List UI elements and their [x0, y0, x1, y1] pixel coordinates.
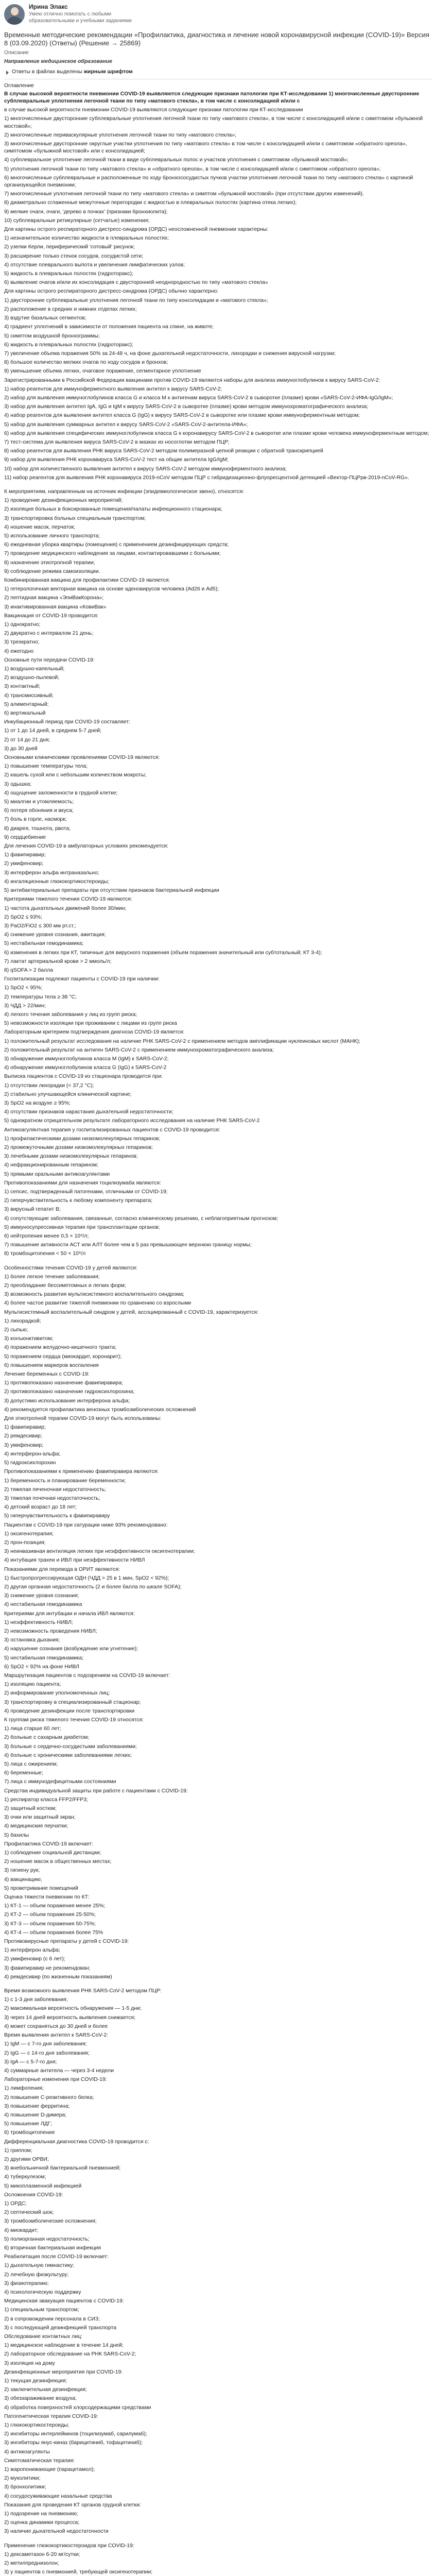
answer-line: 8) набор реагентов для выявления РНК вируса SARS-CoV-2 методом полимеразной цепной реакции с обратной транскрипцией [4, 448, 323, 454]
answer-line: 1) однократно; [4, 622, 41, 628]
answer-line: 4) может сохраняться до 30 дней и более [4, 2023, 108, 2029]
answer-line: Дезинфекционные мероприятия при COVID-19: [4, 2369, 123, 2375]
answers-list [4, 91, 432, 2576]
answer-line: 1) более легкое течение заболевания; [4, 1274, 100, 1280]
answer-line: 1) фавипиравир; [4, 1425, 46, 1431]
answer-line: 1) фавипиравир; [4, 852, 46, 858]
answer-line: 1) частота дыхательных движений более 30/мин; [4, 905, 127, 911]
answer-line: 1) ОРДС; [4, 2200, 27, 2207]
answer-line: 1) многочисленные двусторонние субплевральные уплотнения легочной ткани по типу «матового стекла», в том числе с консолидацией и/или с симптомом «булыжной мостовой»; [4, 116, 423, 129]
answer-line: Для этиотропной терапии COVID-19 могут быть использованы: [4, 1416, 162, 1422]
answer-line: 2) метилпреднизолон; [4, 2561, 59, 2567]
answer-line: 4) сопутствующие заболевания, связанные, согласно клиническому решению, с неблагоприятным прогнозом; [4, 1215, 278, 1222]
answer-line: Профилактика COVID-19 включает: [4, 1841, 93, 1847]
answer-line: 5) повышение ЛДГ; [4, 2121, 53, 2127]
answer-line: 3) тяжелая почечная недостаточность; [4, 1495, 100, 1501]
answer-line: 3) фавипиравир не рекомендован; [4, 1965, 91, 1971]
answer-line: 3) вирусный гепатит B; [4, 1207, 61, 1213]
answer-line: 4) КТ-4 — объем поражения более 75% [4, 1929, 103, 1936]
answer-line: 5) нестабильная гемодинамика; [4, 941, 84, 947]
answer-line: 1) SpO2 < 95%; [4, 985, 43, 991]
answer-line: 6) ежедневная уборка квартиры (помещения) с применением дезинфицирующих средств; [4, 542, 229, 548]
answer-line: Комбинированная вакцина для профилактики COVID-19 является: [4, 577, 170, 583]
answer-line: 6) выявление очагов и/или их консолидация с двусторонней неоднородностью по типу «матового стекла» [4, 280, 268, 286]
answer-line: 6) вторичная бактериальная инфекция [4, 2245, 101, 2251]
answer-line: 1) отсутствии лихорадки (< 37,2 °С); [4, 1082, 94, 1089]
answer-line: 1) специальным транспортом; [4, 2307, 79, 2313]
answer-line: 3) с последующей дезинфекцией транспорта [4, 2325, 117, 2331]
answer-line: 1) глюкокортикостероиды; [4, 2422, 69, 2429]
answer-line: 8) qSOFA > 2 балла [4, 967, 53, 973]
answer-line: 6) тромбоцитопения [4, 2130, 55, 2136]
answer-line: 4) медицинские перчатки; [4, 1823, 68, 1829]
answer-line: Зарегистрированными в Российской Федерации вакцинами против COVID-19 являются наборы для анализа иммуноглобулинов к вирусу SARS-CoV-2: [4, 377, 380, 383]
answer-line: 4) отсутствии признаков нарастания дыхательной недостаточности; [4, 1109, 173, 1115]
answer-line: 1) противопоказано назначение фавипиравира; [4, 1380, 123, 1386]
answer-line: 2) преобладание бессимптомных и легких форм; [4, 1283, 126, 1289]
answer-line: 4) детский возраст до 18 лет; [4, 1504, 77, 1511]
answer-line: 1) гриппом; [4, 2147, 32, 2154]
answer-line: Лабораторные изменения при COVID-19: [4, 2077, 107, 2083]
answer-line: 3) больные с сердечно-сосудистыми заболеваниями; [4, 1743, 137, 1750]
answer-line: 3) расширение только стенок сосудов, сосудистой сети; [4, 253, 144, 259]
answer-line: 2) гиперчувствительность к любому компоненту препарата; [4, 1198, 153, 1204]
answer-line: 1) гетерологичная векторная вакцина на основе аденовирусов человека (Ad26 и Ad5); [4, 586, 219, 592]
answer-line: 5) жидкость в плевральных полостях (гидроторакс); [4, 271, 133, 277]
answer-line: 3) возможность развития мультисистемного воспалительного синдрома; [4, 1292, 185, 1298]
answer-line: Противопоказаниями для назначения тоцилизумаба являются: [4, 1180, 161, 1186]
answer-line: 2) лечебную физкультуру; [4, 2272, 69, 2278]
answer-line: 5) прямыми оральными антикоагулянтами [4, 1171, 110, 1177]
answer-line: 2) умифеновир (с 6 лет); [4, 1956, 65, 1962]
answer-line: 1) проведение дезинфекционных мероприятий; [4, 498, 123, 504]
answer-line: 4) снижение уровня сознания, ажитация; [4, 932, 106, 938]
answer-line: 2) кашель сухой или с небольшим количеством мокроты; [4, 772, 147, 778]
answer-line: 1) лица старше 60 лет; [4, 1726, 61, 1732]
answer-line: 6) вертикальный [4, 710, 46, 717]
answer-line: 3) допустимо использование интерферона альфа; [4, 1398, 130, 1404]
answer-line: 2) другая органная недостаточность (2 и более балла по шкале SOFA); [4, 1584, 182, 1590]
answer-line: 3) ЧДД > 22/мин; [4, 1003, 46, 1009]
answer-line: 2) многочисленные периваскулярные уплотнения легочной ткани по типу «матового стекла»; [4, 132, 236, 138]
answer-line: 4) суммарные антитела — через 3-4 недели [4, 2067, 114, 2074]
answer-line: 3) КТ-3 — объем поражения 50-75%; [4, 1921, 96, 1927]
answer-line: Оценка тяжести пневмонии по КТ: [4, 1894, 90, 1901]
answer-line: 6) беременные; [4, 1770, 43, 1776]
answer-line: 1) профилактическими дозами низкомолекулярных гепаринов; [4, 1136, 161, 1142]
answer-line: 5) гиперчувствительность к фавипиравиру [4, 1513, 110, 1519]
answer-line: 1) положительный результат исследования на наличие РНК SARS-CoV-2 с применением методов амплификации нуклеиновых кислот (МАНК); [4, 1038, 360, 1044]
answer-line: 5) уплотнения легочной ткани по типу «матового стекла» и «обратного ореола», в том числе с консолидацией и/или с симптомом «обратного ореола»; [4, 166, 381, 172]
answer-line: 9) соблюдение режима самоизоляции. [4, 568, 100, 574]
answer-line: 1) IgM — с 7-го дня заболевания; [4, 2041, 87, 2047]
answer-line: 7) увеличение объема поражения 50% за 24-48 ч, на фоне дыхательной недостаточности, лихорадки и снижения вирусной нагрузки; [4, 350, 336, 357]
answer-line: 2) прон-позиция; [4, 1539, 46, 1546]
answer-line: 2) набор для выявления иммуноглобулинов класса G и класса M к антигенам вируса SARS-CoV-2 в сыворотке (плазме) крови «SARS-CoV-2-ИФА-IgG/IgM»; [4, 395, 393, 401]
answer-line: 8) большое количество мелких очагов по ходу сосудов и бронхов; [4, 360, 168, 366]
answer-line: Пациентам с COVID-19 при сатурации ниже 93% рекомендовано: [4, 1522, 168, 1528]
subject-label: Направление медицинское образование [4, 59, 112, 65]
answer-line: 3) изоляция на дому [4, 2360, 55, 2366]
answer-line: К мероприятиям, направленным на источник инфекции (эпидемиологическое звено), относятся: [4, 488, 245, 495]
answer-line: 2) информирование уполномоченных лиц; [4, 1690, 110, 1697]
answer-line: 4) нефракционированным гепарином; [4, 1162, 98, 1168]
answer-line: 3) транспортировку в специализированный стационар; [4, 1699, 141, 1705]
answer-line: 5) невозможности изоляции при проживании с лицами из групп риска [4, 1021, 177, 1027]
answer-line: 3) одышка; [4, 781, 31, 787]
answer-line: Патогенетическая терапия COVID-19: [4, 2413, 98, 2419]
paragraph-spacer [4, 1260, 432, 1265]
answer-line: Противопоказаниями к применению фавипиравира являются: [4, 1469, 159, 1475]
answer-line: Выписка пациентов с COVID-19 из стационара проводится при: [4, 1074, 163, 1080]
answer-line: 2) промежуточными дозами низкомолекулярных гепаринов; [4, 1144, 153, 1150]
answer-line: 4) психологическую поддержку [4, 2289, 81, 2295]
answer-line: 2) пептидная вакцина «ЭпиВакКорона»; [4, 595, 104, 601]
answer-line: 2) расположение в средних и нижних отделах легких; [4, 306, 137, 312]
author-name[interactable]: Ирина Элакс [29, 3, 68, 10]
description-label: Описание [4, 50, 29, 56]
answer-line: 3) снижение уровня сознания; [4, 1593, 79, 1599]
answer-line: 2) узелки Керли, периферический 'сотовый' рисунок; [4, 244, 135, 250]
answer-line: 3) неинвазивная вентиляция легких при неэффективности оксигенотерапии; [4, 1549, 195, 1555]
answer-line: К группам риска тяжелого течения COVID-19 относятся: [4, 1717, 144, 1723]
answer-line: 9) сердцебиение [4, 834, 46, 840]
answer-line: 2) сыпью; [4, 1327, 28, 1333]
answer-line: 3) тромбоэмболические осложнения; [4, 2218, 97, 2225]
paragraph-spacer [4, 483, 432, 488]
answer-line: 4) ощущение заложенности в грудной клетке; [4, 790, 118, 796]
answer-line: Лечение беременных с COVID-19: [4, 1371, 90, 1378]
answer-line: 4) интубация трахеи и ИВЛ при неэффективности НИВЛ [4, 1557, 145, 1564]
answer-line: Госпитализации подлежат пациенты с COVID-19 при наличии: [4, 976, 160, 982]
answer-line: 1) набор реагентов для иммуноферментного выявления антител к вирусу SARS-CoV-2; [4, 386, 222, 392]
answer-line: 7) лактат артериальной крови > 2 ммоль/л; [4, 958, 112, 964]
answer-line: 2) воздушно-пылевой; [4, 675, 60, 681]
answer-line: 2) от 14 до 21 дня; [4, 737, 50, 743]
answer-line: 1) сепсис, подтвержденный патогенами, отличными от COVID-19; [4, 1189, 168, 1195]
toc-label: Оглавление [4, 82, 34, 89]
files-link-bold: жирным шрифтом [83, 69, 133, 75]
answer-line: 7) боль в горле, насморк; [4, 817, 67, 823]
answer-line: 4) субплевральное уплотнение легочной ткани в виде субплевральных полос и участков уплотнения с симптомом «булыжной мостовой»; [4, 157, 348, 163]
answer-line: 1) оксигенотерапия; [4, 1531, 54, 1537]
answer-line: 2) умифеновир; [4, 861, 43, 867]
answer-line: 1) повышение температуры тела; [4, 764, 88, 770]
answer-line: 5) использование личного транспорта; [4, 533, 100, 539]
answer-line: 1) интерферон альфа; [4, 1947, 60, 1954]
answer-line: Основные пути передачи COVID-19: [4, 657, 95, 663]
answer-line: 7) проведение медицинского наблюдения за лицами, контактировавшими с больными; [4, 551, 221, 557]
answer-line: 3) интерферон альфа интраназально; [4, 870, 99, 876]
answer-line: 5) набор для выявления суммарных антител к вирусу SARS-CoV-2 «SARS-CoV-2-антитела-ИФА»; [4, 421, 248, 428]
answer-line: 4) ношение масок, перчаток; [4, 524, 76, 530]
answer-line: В случае высокой вероятности пневмонии COVID-19 выявляются следующие признаки патологии при КТ-исследовании 1) многочисленные двусторонние субплевральные уплотнения легочной ткани по типу «матового стекла», в том числе с консолидацией и/или с [4, 91, 420, 105]
answer-line: 1) подозрение на пневмонию; [4, 2511, 78, 2517]
paragraph-spacer [4, 2537, 432, 2543]
answer-line: 3) ингибиторы янус-киназ (барицитиниб, тофацитиниб); [4, 2440, 143, 2446]
answer-line: 11) набор реагентов для выявления РНК коронавируса 2019-nCoV методом ПЦР с гибридизационно-флуоресцентной детекцией «Вектор-ПЦРрв-2019-nCoV-RG». [4, 474, 409, 481]
answer-line: 4) проведение дезинфекции после транспортировки [4, 1708, 135, 1714]
answer-line: 1) воздушно-капельный; [4, 666, 65, 672]
answer-line: Время возможного выявления РНК SARS-CoV-2 методом ПЦР: [4, 1988, 162, 1994]
answer-line: 1) соблюдение социальной дистанции; [4, 1850, 101, 1856]
answer-line: 1) дыхательную гимнастику; [4, 2263, 75, 2269]
answer-line: 2) ингибиторы интерлейкинов (тоцилизумаб, сарилумаб); [4, 2431, 147, 2437]
answer-line: 5) миалгии и утомляемость; [4, 799, 74, 805]
answer-line: 1) текущая дезинфекция; [4, 2378, 67, 2384]
answer-line: 10) субплевральные ретикулярные (сетчатые) изменения; [4, 217, 150, 224]
answer-line: 2) защитный костюм; [4, 1806, 57, 1812]
answer-line: 2) стабильно улучшающейся клинической картине; [4, 1091, 132, 1097]
answer-line: 1) дексаметазон 6-20 мг/сутки; [4, 2551, 80, 2557]
answer-line: 2) ношение масок в общественных местах; [4, 1859, 112, 1865]
answer-line: 2) повышение С-реактивного белка; [4, 2094, 94, 2100]
files-link[interactable] [6, 69, 432, 76]
answer-line: 5) проветривание помещений [4, 1885, 78, 1891]
answer-line: 5) микоплазменной инфекцией [4, 2183, 82, 2189]
answer-line: 4) нестабильная гемодинамика [4, 1602, 82, 1608]
answer-line: 4) поражением желудочно-кишечного тракта; [4, 1345, 117, 1351]
answer-line: Инкубационный период при COVID-19 составляет: [4, 719, 130, 725]
answer-line: 3) контактный; [4, 684, 41, 690]
answer-line: 3) PaO2/FiO2 ≤ 300 мм рт.ст.; [4, 923, 76, 929]
answer-line: Вакцинация от COVID-19 проводится: [4, 613, 99, 619]
answer-line: 3) вздутие базальных сегментов; [4, 315, 86, 321]
answer-line: Время выявления антител к SARS-CoV-2: [4, 2032, 108, 2039]
answer-line: 5) симптом воздушной бронхограммы; [4, 333, 100, 339]
answer-line: 3) SpO2 на воздухе ≥ 95%; [4, 1100, 71, 1106]
files-link-text[interactable] [12, 69, 133, 76]
document-body [0, 31, 436, 2576]
answer-line: Для картины острого респираторного дистресс-синдрома (ОРДС) обычно характерно: [4, 289, 219, 295]
answer-line: 1) лихорадкой; [4, 1318, 41, 1324]
answer-line: Показания для проведения КТ органов грудной клетки: [4, 2502, 141, 2508]
answer-line: 4) ежегодно [4, 648, 34, 654]
answer-line: 4) градиент уплотнений в зависимости от положения пациента на спине, на животе; [4, 324, 214, 330]
answer-line: 2) тяжелая печеночная недостаточность; [4, 1486, 107, 1493]
answer-line: 3) физиотерапию; [4, 2280, 49, 2286]
answer-line: 7) тест-система для выявления вируса SARS-CoV-2 в мазках из носоглотки методом ПЦР; [4, 439, 230, 445]
author-header [0, 0, 436, 30]
answer-line: 4) сосудосуживающие назальные средства [4, 2493, 112, 2499]
answer-line: 8) тромбоцитопения < 50 × 10⁹/л [4, 1251, 86, 1257]
answer-line: 6) изменения в легких при КТ, типичные для вирусного поражения (объем поражения значительный или субтотальный; КТ 3-4); [4, 950, 322, 956]
answer-line: 3) бронхолитики; [4, 2484, 46, 2490]
answer-line: 4) обработка поверхностей хлорсодержащими средствами [4, 2404, 151, 2411]
answer-line: 7) многочисленные уплотнения легочной ткани по типу «матового стекла» и симптом «булыжной мостовой» (при отсутствии других изменений). [4, 191, 364, 197]
answer-line: 3) многочисленные двусторонние округлые участки уплотнения по типу «матового стекла» в том числе с консолидацией и/или с симптомом «обратного ореола», симптомом «булыжной мостовой» или с консолидацией; [4, 141, 407, 155]
answer-line: 4) отсутствие плеврального выпота и увеличения лимфатических узлов; [4, 262, 185, 268]
answer-line: 1) быстропрогрессирующая ОДН (ЧДД > 25 в 1 мин, SpO2 < 92%); [4, 1575, 169, 1581]
paragraph-spacer [4, 1982, 432, 1988]
answer-line: 3) гигиену рук; [4, 1868, 40, 1874]
answer-line: Лабораторным критерием подтверждения диагноза COVID-19 является: [4, 1029, 185, 1036]
answer-line: 3) умифеновир; [4, 1442, 43, 1448]
answer-line: 6) повышением маркеров воспаления [4, 1362, 99, 1368]
answer-line: 2) SpO2 ≤ 93%; [4, 914, 42, 920]
answer-line: 2) другими ОРВИ; [4, 2156, 49, 2162]
answer-line: Критериями для интубации и начала ИВЛ являются: [4, 1611, 135, 1617]
answer-line: 4) легкого течения заболевания у лиц из групп риска; [4, 1011, 137, 1018]
answer-line: 10) набор для количественного выявления антител к вирусу SARS-CoV-2 методом иммуноферментного анализа; [4, 466, 287, 472]
answer-line: 1) неэффективность НИВЛ; [4, 1619, 73, 1625]
answer-line: 1) лимфопения; [4, 2086, 44, 2092]
answer-line: 3) через 14 дней вероятность выявления снижается; [4, 2014, 135, 2021]
answer-line: 5) алиментарный; [4, 701, 49, 707]
answer-line: 3) IgA — с 5-7-го дня; [4, 2059, 57, 2065]
answer-line: 6) SpO2 < 92% на фоне НИВЛ [4, 1664, 79, 1670]
answer-line: 1) двусторонние субплевральные уплотнения легочной ткани по типу консолидации и «матового стекла»; [4, 297, 268, 303]
answer-line: 8) назначение этиотропной терапии; [4, 560, 95, 566]
answer-line: в случае высокой вероятности пневмонии COVID-19 выявляются следующие признаки патологии при КТ-исследовании [4, 107, 303, 113]
answer-line: 2) КТ-2 — объем поражения 25-50%; [4, 1912, 96, 1918]
answer-line: 3) инактивированная вакцина «КовиВак» [4, 604, 107, 610]
answer-line: 4) более частое развитие тяжелой пневмонии по сравнению со взрослыми [4, 1300, 191, 1307]
answer-line: 1) с 1-3 дня заболевания; [4, 1997, 68, 2003]
answer-line: 3) лечебными дозами низкомолекулярных гепаринов; [4, 1154, 138, 1160]
answer-line: 2) муколитики; [4, 2476, 41, 2482]
answer-line: 6) потеря обоняния и вкуса; [4, 808, 74, 814]
answer-line: 1) беременность и планирование беременности; [4, 1478, 126, 1484]
answer-line: 2) лабораторное обследование на РНК SARS-CoV-2; [4, 2351, 136, 2358]
answer-line: 2) IgG — с 14-го дня заболевания; [4, 2050, 90, 2056]
answer-line: 4) повышение D-димера; [4, 2112, 67, 2118]
answer-line: Антикоагулянтная терапия у госпитализированных пациентов с COVID-19 проводится: [4, 1127, 220, 1133]
answer-line: Для картины острого респираторного дистресс-синдрома (ОРДС) неосложненной пневмонии характерны: [4, 227, 269, 233]
answer-line: Дифференциальная диагностика COVID-19 проводится с: [4, 2139, 149, 2145]
answer-line: Обследование контактных лиц: [4, 2334, 82, 2340]
answer-line: 4) трансмиссивный; [4, 692, 54, 699]
answer-line: 6) жидкость в плевральных полостях (гидроторакс); [4, 342, 133, 348]
answer-line: 2) двукратно с интервалом 21 день; [4, 631, 94, 637]
answer-line: 2) заключительная дезинфекция; [4, 2387, 87, 2393]
answer-line: 5) нестабильная гемодинамика; [4, 1655, 84, 1661]
answer-line: 4) обнаружение иммуноглобулинов класса G (IgG) к SARS-CoV-2 [4, 1065, 167, 1071]
author-tagline: Умею отлично помогать с любыми образовательными и учебными заданиями [29, 11, 132, 24]
answer-line: 4) интерферон-альфа; [4, 1451, 61, 1457]
answer-line: 1) респиратор класса FFP2/FFP3; [4, 1797, 88, 1803]
answer-line: Критериями тяжелого течения COVID-19 являются: [4, 896, 132, 903]
answer-line: Показаниями для перевода в ОРИТ являются: [4, 1566, 120, 1572]
answer-line: 2) невозможность проведения НИВЛ; [4, 1628, 97, 1634]
answer-line: 8) диарея, тошнота, рвота; [4, 825, 71, 832]
answer-line: Реабилитация после COVID-19 включает: [4, 2254, 109, 2260]
chevron-right-icon [6, 71, 9, 75]
answer-line: 2) ремдесивир; [4, 1433, 42, 1439]
answer-line: 1) незначительное количество жидкости в плевральных полостях; [4, 235, 169, 242]
answer-line: 1) от 1 до 14 дней, в среднем 5-7 дней; [4, 728, 102, 734]
answer-line: 5) иммуносупрессивная терапия при трансплантации органов; [4, 1224, 160, 1230]
answer-line: 6) многочисленные субплевральные и расположенные по ходу бронхососудистых пучков участки уплотнения легочной ткани по типу «матового стекла» с картиной организующейся пневмонии; [4, 175, 413, 189]
answer-line: 4) ремдесивир (по жизненным показаниям) [4, 1974, 112, 1980]
answer-line: 5) лица с ожирением; [4, 1761, 58, 1767]
answer-line: 9) мелкие очаги, очаги, 'дерево в почках' (признаки бронхиолита); [4, 209, 168, 215]
answer-line: Противовирусные препараты у детей с COVID-19: [4, 1939, 129, 1945]
answer-line: 2) в сопровождении персонала в СИЗ; [4, 2316, 100, 2322]
answer-line: 6) набор для выявления специфических иммуноглобулинов класса G к коронавирусу SARS-CoV-2 в сыворотке или плазме крови человека иммуноферментным методом; [4, 430, 429, 436]
answer-line: 2) положительный результат на антиген SARS-CoV-2 с применением иммунохроматографического анализа; [4, 1047, 274, 1053]
answer-line: 2) максимальная вероятность обнаружения — 1-5 дни; [4, 2006, 142, 2012]
answer-line: Применение глюкокортикостероидов при COVID-19: [4, 2543, 134, 2549]
answer-line: 3) набор для выявления антител IgA, IgG и IgM к вирусу SARS-CoV-2 в сыворотке (плазме) крови методом иммунохроматографического анализа; [4, 404, 369, 410]
answer-line: 4) вакцинацию; [4, 1876, 42, 1883]
answer-line: 2) противопоказано назначение гидроксихлорохина; [4, 1389, 135, 1395]
answer-line: 5) полиорганная недостаточность; [4, 2236, 90, 2242]
answer-line: Основными клиническими проявлениями COVID-19 являются: [4, 755, 160, 761]
answer-line: 6) нейтропения менее 0,5 × 10⁹/л; [4, 1233, 89, 1240]
files-link-prefix: Ответы в файлах выделены [12, 69, 82, 75]
answer-line: 5) поражением сердца (миокардит, коронарит); [4, 1353, 122, 1360]
answer-line: 4) ингаляционные глюкокортикостероиды; [4, 878, 110, 885]
answer-line: 9) уменьшение объема легких, очаговое поражение, сегментарное уплотнение [4, 368, 201, 375]
answer-line: 5) антибактериальные препараты при отсутствии признаков бактериальной инфекции [4, 888, 219, 894]
answer-line: 2) изоляция больных в боксированные помещения/палаты инфекционного стационара; [4, 506, 222, 513]
answer-line: Симптоматическая терапия: [4, 2458, 75, 2464]
answer-line: Для лечения COVID-19 в амбулаторных условиях рекомендуется: [4, 843, 169, 850]
answer-line: 3) конъюнктивитом; [4, 1336, 54, 1342]
answer-line: 7) лица с иммунодефицитными состояниями [4, 1779, 116, 1785]
answer-line: 9) набор для выявления РНК коронавируса SARS-CoV-2 тест на общие антитела IgG/IgM; [4, 457, 229, 463]
answer-line: 4) набор реагентов для выявления антител класса G (IgG) к вирусу SARS-CoV-2 в сыворотке или плазме крови иммуноферментным методом; [4, 413, 360, 419]
answer-line: 8) диаметрально сглаженные межуточные перегородки с жидкостью в плевральных полостях (картина отека легких); [4, 200, 297, 206]
answer-line: 7) повышение активности АСТ или АЛТ более чем в 5 раз превышающее верхнюю границу нормы; [4, 1242, 252, 1248]
answer-line: 4) рекомендуется профилактика венозных тромбоэмболических осложнений [4, 1406, 196, 1413]
answer-line: 3) остановка дыхания; [4, 1637, 60, 1643]
answer-line: 4) туберкулезом; [4, 2174, 46, 2180]
answer-line: Медицинская эвакуация пациентов с COVID-19: [4, 2298, 124, 2304]
answer-line: Осложнения COVID-19: [4, 2192, 63, 2198]
answer-line: 3) трехкратно; [4, 639, 40, 646]
answer-line: Маршрутизация пациентов с подозрением на COVID-19 включает: [4, 1672, 170, 1679]
answer-line: 2) оценка динамики процесса; [4, 2520, 80, 2526]
answer-line: Средства индивидуальной защиты при работе с пациентами с COVID-19: [4, 1788, 188, 1794]
answer-line: 4) нарушение сознания (возбуждение или угнетение); [4, 1646, 138, 1652]
answer-line: 3) повышение ферритина; [4, 2103, 70, 2109]
answer-line: 3) очки или защитный экран; [4, 1815, 76, 1821]
answer-line: 1) медицинское наблюдение в течение 14 дней; [4, 2343, 124, 2349]
answer-line: 1) жаропонижающие (парацетамол); [4, 2467, 95, 2473]
answer-line: 5) однократном отрицательном результате лабораторного исследования на наличие РНК SARS-CoV-2 [4, 1118, 260, 1124]
answer-line: Мультисистемный воспалительный синдром у детей, ассоциированный с COVID-19, характеризуется: [4, 1309, 259, 1315]
answer-line: 2) больные с сахарным диабетом; [4, 1735, 90, 1741]
avatar[interactable] [4, 4, 25, 25]
answer-line: 5) бахилы [4, 1832, 29, 1838]
answer-line: 3) внебольничной бактериальной пневмонией; [4, 2165, 121, 2172]
answer-line: 3) наличие дыхательной недостаточности [4, 2529, 109, 2535]
answer-line: 3) транспортировка больных специальным транспортом; [4, 515, 146, 521]
answer-line: 3) у пациентов с пневмонией, требующей оксигенотерапии; [4, 2569, 153, 2575]
answer-line: 2) температуры тела ≥ 38 °С; [4, 994, 77, 1000]
answer-line: 4) миокардит; [4, 2227, 39, 2233]
answer-line: 5) гидроксихлорохин [4, 1460, 56, 1466]
answer-line: 2) септический шок; [4, 2210, 54, 2216]
answer-line: 3) до 30 дней [4, 745, 38, 752]
answer-line: Особенностями течения COVID-19 у детей являются: [4, 1265, 137, 1271]
answer-line: 1) КТ-1 — объем поражения менее 25%; [4, 1903, 106, 1909]
answer-line: 3) обеззараживание воздуха; [4, 2396, 77, 2402]
answer-line: 3) обнаружение иммуноглобулинов класса M (IgM) к SARS-CoV-2; [4, 1056, 169, 1062]
answer-line: 4) антикоагулянты [4, 2449, 50, 2455]
answer-line: 4) больные с хроническими заболеваниями легких; [4, 1752, 132, 1758]
document-title: Временные методические рекомендации «Профилактика, диагностика и лечение новой коронавирусной инфекции (COVID-19)» Версия 8 (03.09.2020) (Ответы) (Решение → 25869) [4, 31, 429, 47]
answer-line: 1) изоляцию пациента; [4, 1682, 61, 1688]
